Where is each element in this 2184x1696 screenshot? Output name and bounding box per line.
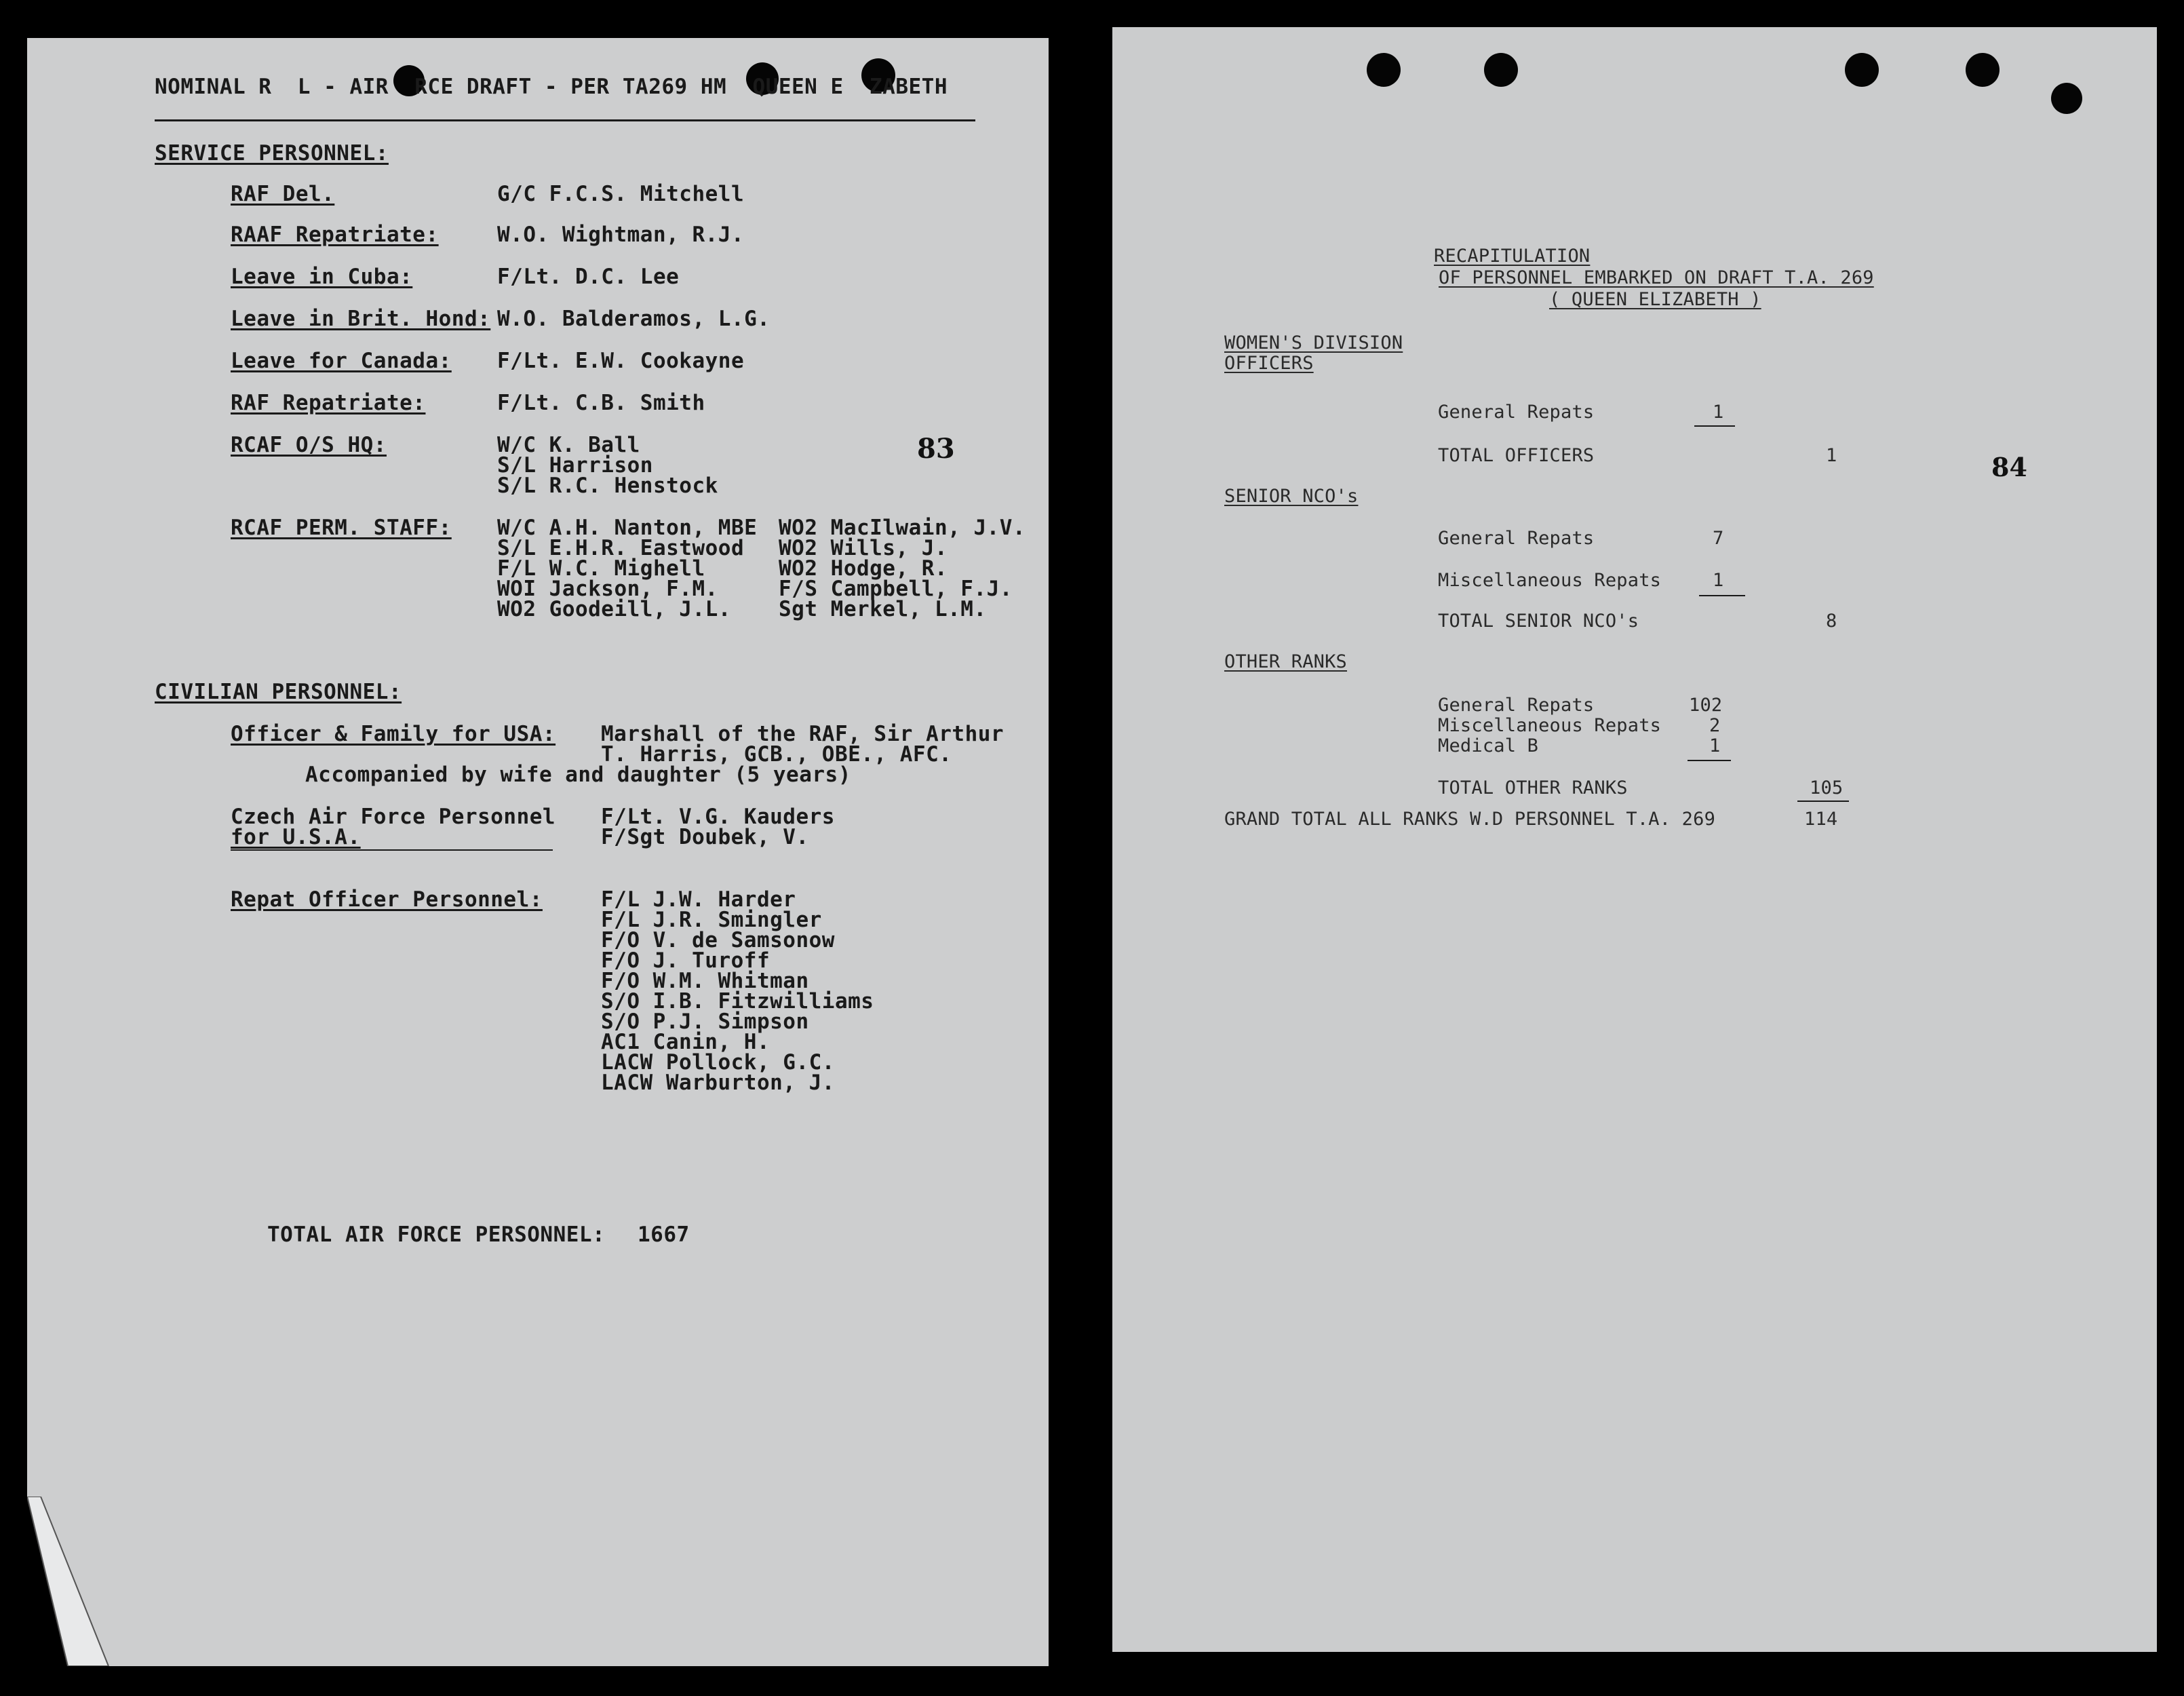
service-heading: SERVICE PERSONNEL: — [155, 141, 389, 166]
off-general-label: General Repats — [1438, 402, 1595, 423]
rcaf-perm-col1: WOI Jackson, F.M. — [497, 577, 718, 601]
czech-label-underline — [231, 849, 553, 851]
subtotal-rule — [1688, 760, 1731, 761]
officer-family-label: Officer & Family for USA: — [231, 722, 556, 746]
repat-line: F/O J. Turoff — [601, 948, 771, 973]
service-value: W.O. Balderamos, L.G. — [497, 307, 771, 331]
subtotal-rule — [1694, 425, 1735, 427]
total-officers-value: 1 — [1826, 445, 1837, 466]
or-general-value: 102 — [1689, 695, 1723, 716]
right-page — [1112, 27, 2157, 1652]
rcaf-os-hq-label: RCAF O/S HQ: — [231, 433, 387, 457]
officer-family-line: Accompanied by wife and daughter (5 years) — [305, 763, 851, 787]
repat-line: AC1 Canin, H. — [601, 1030, 771, 1054]
service-value: W.O. Wightman, R.J. — [497, 223, 745, 247]
page-number: 83 — [917, 433, 955, 465]
czech-line: F/Lt. V.G. Kauders — [601, 805, 835, 829]
snco-general-value: 7 — [1713, 528, 1724, 549]
recap-ship: ( QUEEN ELIZABETH ) — [1549, 289, 1761, 310]
grand-rule — [1797, 801, 1849, 802]
repat-line: F/O V. de Samsonow — [601, 928, 835, 952]
repat-label: Repat Officer Personnel: — [231, 887, 543, 912]
officer-family-line: Marshall of the RAF, Sir Arthur — [601, 722, 1005, 746]
service-value: F/Lt. E.W. Cookayne — [497, 349, 745, 373]
page-number: 84 — [1991, 452, 2027, 482]
rcaf-os-hq-line: S/L Harrison — [497, 453, 653, 478]
punch-hole — [1845, 53, 1879, 87]
czech-label: for U.S.A. — [231, 825, 361, 849]
service-label: RAAF Repatriate: — [231, 223, 439, 247]
rcaf-perm-label: RCAF PERM. STAFF: — [231, 516, 452, 540]
service-label: RAF Repatriate: — [231, 391, 426, 415]
document-title: NOMINAL R L - AIR RCE DRAFT - PER TA269 HM QUEEN E ZABETH — [155, 75, 948, 99]
service-label: Leave for Canada: — [231, 349, 452, 373]
senior-nco-heading: SENIOR NCO's — [1224, 486, 1359, 507]
czech-line: F/Sgt Doubek, V. — [601, 825, 809, 849]
subtotal-rule — [1699, 595, 1745, 596]
punch-hole — [1367, 53, 1401, 87]
womens-heading: WOMEN'S DIVISION — [1224, 332, 1403, 353]
service-label: Leave in Brit. Hond: — [231, 307, 491, 331]
rcaf-os-hq-line: S/L R.C. Henstock — [497, 474, 718, 498]
repat-line: F/O W.M. Whitman — [601, 969, 809, 993]
total-or-value: 105 — [1810, 777, 1844, 798]
rcaf-perm-col1: W/C A.H. Nanton, MBE — [497, 516, 758, 540]
or-misc-label: Miscellaneous Repats — [1438, 715, 1662, 736]
repat-line: LACW Warburton, J. — [601, 1071, 835, 1095]
or-medical-label: Medical B — [1438, 735, 1539, 756]
snco-misc-label: Miscellaneous Repats — [1438, 570, 1662, 591]
repat-line: LACW Pollock, G.C. — [601, 1050, 835, 1075]
total-value: 1667 — [638, 1222, 690, 1247]
rcaf-perm-col2: WO2 Hodge, R. — [779, 556, 948, 581]
or-general-label: General Repats — [1438, 695, 1595, 716]
repat-line: S/O I.B. Fitzwilliams — [601, 989, 874, 1014]
other-ranks-heading: OTHER RANKS — [1224, 651, 1348, 672]
total-or-label: TOTAL OTHER RANKS — [1438, 777, 1628, 798]
recap-subtitle: OF PERSONNEL EMBARKED ON DRAFT T.A. 269 — [1439, 267, 1874, 288]
rcaf-perm-col1: WO2 Goodeill, J.L. — [497, 597, 731, 621]
service-value: F/Lt. C.B. Smith — [497, 391, 705, 415]
recap-title: RECAPITULATION — [1434, 246, 1591, 267]
snco-misc-value: 1 — [1713, 570, 1724, 591]
total-label: TOTAL AIR FORCE PERSONNEL: — [267, 1222, 606, 1247]
off-general-value: 1 — [1713, 402, 1724, 423]
rcaf-perm-col1: S/L E.H.R. Eastwood — [497, 536, 745, 560]
civilian-heading: CIVILIAN PERSONNEL: — [155, 680, 402, 704]
service-label: RAF Del. — [231, 182, 335, 206]
repat-line: F/L J.R. Smingler — [601, 908, 822, 932]
rcaf-perm-col2: WO2 MacIlwain, J.V. — [779, 516, 1026, 540]
repat-line: F/L J.W. Harder — [601, 887, 796, 912]
punch-hole — [2051, 83, 2082, 114]
officer-family-line: T. Harris, GCB., OBE., AFC. — [601, 742, 952, 767]
rcaf-os-hq-line: W/C K. Ball — [497, 433, 640, 457]
or-misc-value: 2 — [1709, 715, 1721, 736]
rcaf-perm-col2: Sgt Merkel, L.M. — [779, 597, 987, 621]
total-snco-label: TOTAL SENIOR NCO's — [1438, 611, 1639, 632]
czech-label: Czech Air Force Personnel — [231, 805, 556, 829]
total-snco-value: 8 — [1826, 611, 1837, 632]
officers-heading: OFFICERS — [1224, 353, 1314, 374]
title-underline — [155, 119, 975, 121]
punch-hole — [1484, 53, 1518, 87]
or-medical-value: 1 — [1709, 735, 1721, 756]
grand-total-value: 114 — [1804, 809, 1838, 830]
total-officers-label: TOTAL OFFICERS — [1438, 445, 1595, 466]
rcaf-perm-col2: F/S Campbell, F.J. — [779, 577, 1013, 601]
grand-total-label: GRAND TOTAL ALL RANKS W.D PERSONNEL T.A. 269 — [1224, 809, 1716, 830]
service-value: G/C F.C.S. Mitchell — [497, 182, 745, 206]
rcaf-perm-col1: F/L W.C. Mighell — [497, 556, 705, 581]
left-page — [27, 38, 1049, 1666]
folded-corner — [27, 1497, 129, 1666]
snco-general-label: General Repats — [1438, 528, 1595, 549]
rcaf-perm-col2: WO2 Wills, J. — [779, 536, 948, 560]
service-value: F/Lt. D.C. Lee — [497, 265, 680, 289]
repat-line: S/O P.J. Simpson — [601, 1009, 809, 1034]
punch-hole — [1966, 53, 2000, 87]
service-label: Leave in Cuba: — [231, 265, 413, 289]
